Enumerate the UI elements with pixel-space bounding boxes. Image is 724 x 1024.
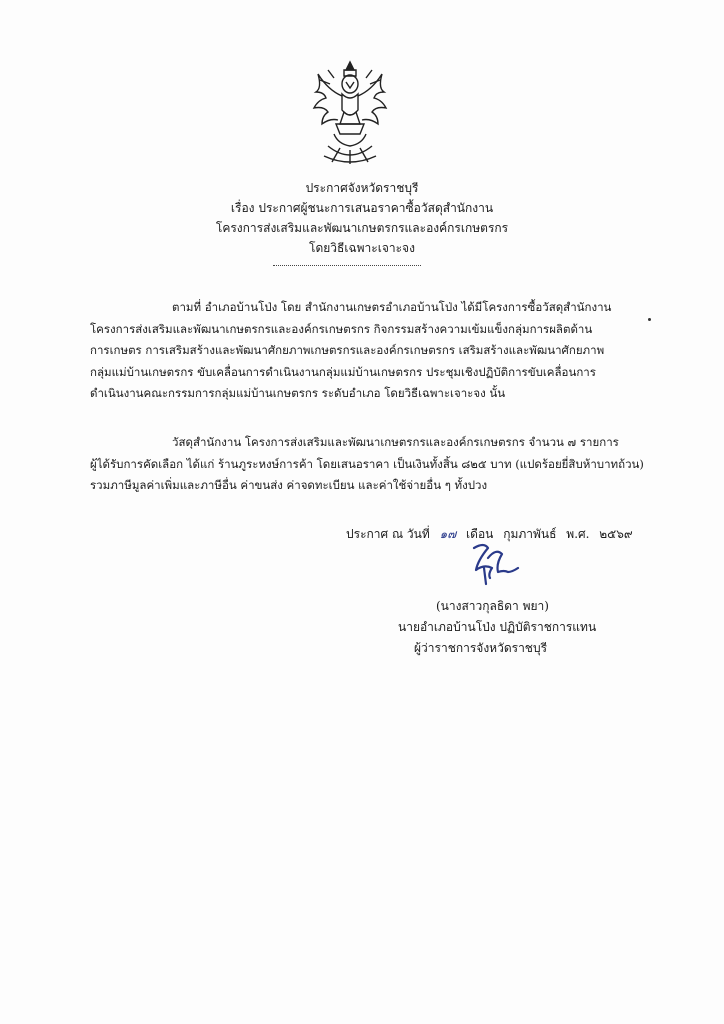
procurement-method: โดยวิธีเฉพาะเจาะจง	[309, 241, 415, 255]
signature-block	[398, 596, 596, 659]
signatory-name: (นางสาวกุลธิดา พยา)	[436, 599, 549, 613]
announcement-heading: ประกาศจังหวัดราชบุรี	[305, 181, 419, 195]
paragraph-line: ผู้ได้รับการคัดเลือก ได้แก่ ร้านภูระหงษ์การค้า โดยเสนอราคา เป็นเงินทั้งสิ้น ๘๒๕ บาท (แปดร้อยยี่สิบห้าบาทถ้วน)	[90, 456, 644, 471]
announcement-header	[0, 178, 724, 258]
garuda-emblem-icon	[304, 58, 396, 168]
project-name: โครงการส่งเสริมและพัฒนาเกษตรกรและองค์กรเกษตรกร	[215, 221, 509, 235]
paragraph-line: การเกษตร การเสริมสร้างและพัฒนาศักยภาพเกษตรกรและองค์กรเกษตรกร เสริมสร้างและพัฒนาศักยภาพ	[90, 343, 605, 357]
paragraph-line: กลุ่มแม่บ้านเกษตรกร ขับเคลื่อนการดำเนินงานกลุ่มแม่บ้านเกษตรกร ประชุมเชิงปฏิบัติการขับเคลื่อนการ	[90, 364, 596, 379]
date-prefix: ประกาศ ณ วันที่	[346, 527, 430, 541]
date-month-label: เดือน	[466, 527, 494, 541]
paragraph-line: โครงการส่งเสริมและพัฒนาเกษตรกรและองค์กรเกษตรกร กิจกรรมสร้างความเข้มแข็งกลุ่มการผลิตด้าน	[90, 321, 593, 336]
paragraph-line: ตามที่ อำเภอบ้านโป่ง โดย สำนักงานเกษตรอำเภอบ้านโป่ง ได้มีโครงการซื้อวัสดุสำนักงาน	[172, 300, 612, 314]
date-year-label: พ.ศ.	[566, 527, 590, 541]
paragraph-line: วัสดุสำนักงาน โครงการส่งเสริมและพัฒนาเกษตรกรและองค์กรเกษตรกร จำนวน ๗ รายการ	[172, 435, 619, 449]
paragraph-intro	[90, 297, 646, 405]
announcement-subject: เรื่อง ประกาศผู้ชนะการเสนอราคาซื้อวัสดุสำนักงาน	[230, 201, 494, 215]
signatory-governor: ผู้ว่าราชการจังหวัดราชบุรี	[414, 641, 548, 655]
paragraph-line: ดำเนินงานคณะกรรมการกลุ่มแม่บ้านเกษตรกร ระดับอำเภอ โดยวิธีเฉพาะเจาะจง นั้น	[90, 386, 506, 400]
date-day: ๑๗	[439, 527, 457, 541]
date-month: กุมภาพันธ์	[503, 527, 557, 541]
header-divider	[273, 265, 421, 266]
date-year: ๒๕๖๙	[599, 527, 633, 541]
margin-mark	[648, 318, 651, 321]
handwritten-signature	[466, 538, 526, 586]
signatory-title: นายอำเภอบ้านโป่ง ปฏิบัติราชการแทน	[398, 620, 597, 634]
paragraph-line: รวมภาษีมูลค่าเพิ่มและภาษีอื่น ค่าขนส่ง ค่าจดทะเบียน และค่าใช้จ่ายอื่น ๆ ทั้งปวง	[90, 478, 488, 492]
paragraph-award	[90, 432, 646, 497]
